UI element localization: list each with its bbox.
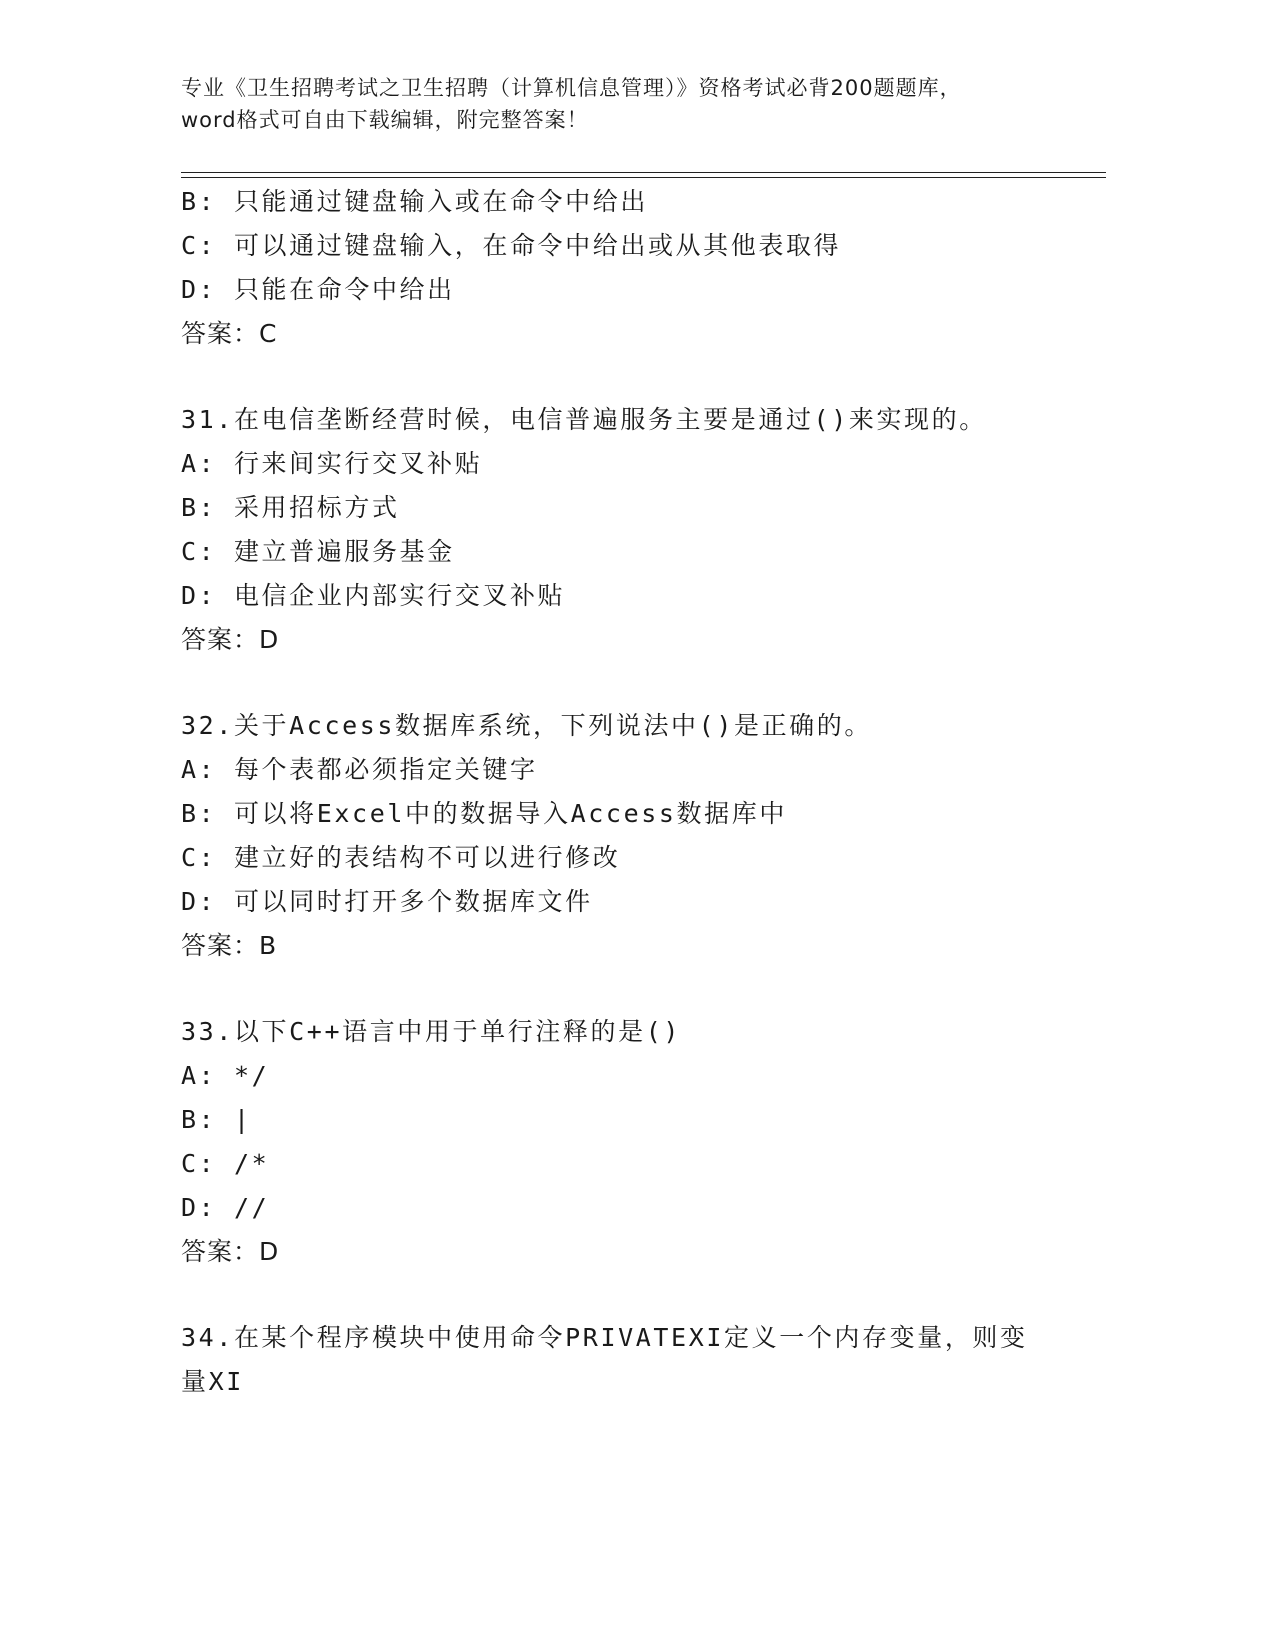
block-spacer <box>181 1274 1081 1316</box>
option-d: D: // <box>181 1193 270 1222</box>
question-block-33 <box>181 1010 1081 1274</box>
header-rule-top <box>181 172 1106 173</box>
document-content <box>181 180 1081 1404</box>
question-text: 31.在电信垄断经营时候，电信普遍服务主要是通过()来实现的。 <box>181 405 987 434</box>
block-spacer <box>181 968 1081 1010</box>
question-block-prev <box>181 180 1081 356</box>
option-d: D: 可以同时打开多个数据库文件 <box>181 887 593 916</box>
header-line-2: word格式可自由下载编辑，附完整答案！ <box>181 108 589 132</box>
question-block-31 <box>181 398 1081 662</box>
answer-line: 答案：C <box>181 319 278 348</box>
option-d: D: 只能在命令中给出 <box>181 275 455 304</box>
question-text: 33.以下C++语言中用于单行注释的是() <box>181 1017 682 1046</box>
option-c: C: 建立普遍服务基金 <box>181 537 455 566</box>
question-block-34 <box>181 1316 1081 1404</box>
block-spacer <box>181 356 1081 398</box>
option-b: B: 可以将Excel中的数据导入Access数据库中 <box>181 799 787 828</box>
option-b: B: 采用招标方式 <box>181 493 400 522</box>
question-text: 32.关于Access数据库系统，下列说法中()是正确的。 <box>181 711 872 740</box>
answer-line: 答案：B <box>181 931 278 960</box>
question-text: 34.在某个程序模块中使用命令PRIVATEXI定义一个内存变量，则变量XI <box>181 1323 1028 1396</box>
option-c: C: /* <box>181 1149 270 1178</box>
header-rule-bottom <box>181 177 1106 178</box>
option-c: C: 可以通过键盘输入，在命令中给出或从其他表取得 <box>181 231 842 260</box>
option-a: A: */ <box>181 1061 270 1090</box>
block-spacer <box>181 662 1081 704</box>
document-header <box>181 72 1081 136</box>
answer-line: 答案：D <box>181 625 280 654</box>
option-d: D: 电信企业内部实行交叉补贴 <box>181 581 566 610</box>
option-a: A: 行来间实行交叉补贴 <box>181 449 483 478</box>
option-b: B: 只能通过键盘输入或在命令中给出 <box>181 187 648 216</box>
option-c: C: 建立好的表结构不可以进行修改 <box>181 843 621 872</box>
header-line-1: 专业《卫生招聘考试之卫生招聘（计算机信息管理）》资格考试必背200题题库， <box>181 76 962 100</box>
option-a: A: 每个表都必须指定关键字 <box>181 755 538 784</box>
question-block-32 <box>181 704 1081 968</box>
answer-line: 答案：D <box>181 1237 280 1266</box>
option-b: B: | <box>181 1105 252 1134</box>
